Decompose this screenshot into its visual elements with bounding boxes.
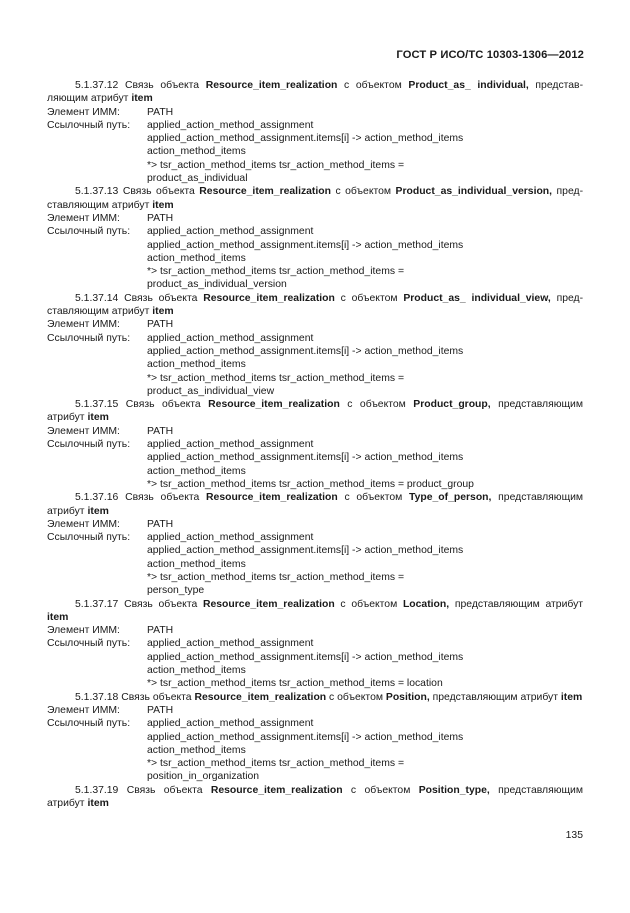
path-line: *> tsr_action_method_items tsr_action_method_items = product_group (147, 478, 474, 490)
path-line: *> tsr_action_method_items tsr_action_method_items = location (147, 678, 443, 690)
heading-text: с объектом (340, 598, 398, 610)
heading-text: Связь объекта (125, 399, 201, 411)
section-number: 5.1.37.18 (75, 691, 119, 703)
element-row (47, 518, 583, 531)
ref-path-label: Ссылочный путь: (47, 439, 131, 451)
path-line: action_method_items (147, 252, 246, 264)
path-line: applied_action_method_assignment (147, 439, 314, 451)
path-line: *> tsr_action_method_items tsr_action_method_items = (147, 372, 405, 384)
heading-text: представ-ляющим атрибут (47, 80, 584, 105)
element-row (47, 704, 583, 717)
path-line: action_method_items (147, 665, 246, 677)
element-row (47, 318, 583, 331)
path-line: applied_action_method_assignment.items[i] -> action_method_items (147, 133, 464, 145)
mapping-section (47, 598, 583, 691)
section-heading (47, 398, 583, 425)
ref-path-row (47, 119, 583, 185)
path-line: action_method_items (147, 744, 246, 756)
attribute-name: item (47, 611, 69, 623)
path-line: person_type (147, 585, 205, 597)
path-line: applied_action_method_assignment (147, 226, 314, 238)
heading-text: с объектом (329, 691, 383, 703)
mapping-section (47, 185, 583, 291)
heading-text: представляющим атрибут (47, 784, 583, 810)
target-entity-name: Location, (402, 598, 450, 610)
path-line: *> tsr_action_method_items tsr_action_method_items = (147, 571, 405, 583)
heading-text: пред-ставляющим атрибут (47, 292, 584, 318)
ref-path-row (47, 717, 583, 783)
element-label: Элемент ИММ: (47, 704, 120, 716)
entity-name: Resource_item_realization (206, 492, 338, 504)
mapping-section (47, 491, 583, 597)
ref-path-row (47, 225, 583, 291)
heading-text: с объектом (344, 80, 402, 91)
element-row (47, 624, 583, 637)
section-heading (47, 784, 583, 811)
ref-path-values (147, 438, 583, 491)
ref-path-row (47, 531, 583, 597)
heading-text: с объектом (344, 492, 403, 504)
path-line: *> tsr_action_method_items tsr_action_method_items = (147, 758, 405, 770)
path-line: position_in_organization (147, 771, 260, 783)
heading-text: Связь объекта (125, 492, 200, 504)
target-entity-name: Product_as_ individual_view, (403, 292, 551, 304)
entity-name: Resource_item_realization (194, 691, 327, 703)
ref-path-values (147, 225, 583, 291)
heading-text: представляющим атрибут (432, 691, 559, 703)
path-line: product_as_individual_view (147, 385, 275, 397)
page-number: 135 (565, 830, 583, 841)
element-label: Элемент ИММ: (47, 319, 120, 331)
section-number: 5.1.37.15 (75, 399, 119, 411)
attribute-name: item (87, 505, 109, 517)
path-line: *> tsr_action_method_items tsr_action_method_items = (147, 159, 405, 171)
heading-text: Связь объекта (126, 784, 203, 796)
heading-text: с объектом (347, 399, 406, 411)
section-heading (47, 598, 583, 625)
ref-path-label: Ссылочный путь: (47, 638, 131, 650)
path-line: applied_action_method_assignment.items[i] -> action_method_items (147, 731, 464, 743)
path-line: applied_action_method_assignment.items[i] -> action_method_items (147, 651, 464, 663)
element-label: Элемент ИММ: (47, 106, 120, 118)
attribute-name: item (560, 691, 583, 703)
path-line: action_method_items (147, 465, 246, 477)
target-entity-name: Position, (385, 691, 430, 703)
ref-path-values (147, 332, 583, 398)
ref-path-values (147, 717, 583, 783)
path-line: applied_action_method_assignment (147, 638, 314, 650)
path-line: action_method_items (147, 359, 246, 371)
element-value: PATH (147, 425, 174, 437)
target-entity-name: Type_of_person, (409, 492, 492, 504)
entity-name: Resource_item_realization (210, 784, 343, 796)
element-value: PATH (147, 625, 174, 637)
ref-path-label: Ссылочный путь: (47, 718, 131, 730)
entity-name: Resource_item_realization (203, 598, 335, 610)
path-line: applied_action_method_assignment (147, 718, 314, 730)
section-heading (47, 292, 583, 319)
heading-text: пред-ставляющим атрибут (47, 186, 584, 211)
ref-path-row (47, 332, 583, 398)
heading-text: представляющим атрибут (47, 492, 584, 517)
path-line: applied_action_method_assignment (147, 532, 314, 544)
heading-text: с объектом (335, 186, 392, 198)
mapping-section (47, 691, 583, 784)
document-body (47, 79, 583, 810)
entity-name: Resource_item_realization (208, 399, 340, 411)
ref-path-values (147, 119, 583, 185)
ref-path-row (47, 438, 583, 491)
path-line: applied_action_method_assignment (147, 119, 314, 131)
heading-text: представляющим атрибут (47, 399, 583, 424)
element-value: PATH (147, 518, 174, 530)
target-entity-name: Product_as_ individual, (408, 80, 529, 91)
element-value: PATH (147, 106, 174, 118)
heading-text: представляющим атрибут (454, 598, 584, 610)
heading-text: Связь объекта (124, 80, 200, 91)
section-number: 5.1.37.17 (75, 598, 119, 610)
section-heading (47, 79, 583, 106)
ref-path-values (147, 531, 583, 597)
section-number: 5.1.37.12 (75, 80, 119, 91)
entity-name: Resource_item_realization (205, 80, 338, 91)
path-line: applied_action_method_assignment (147, 332, 314, 344)
ref-path-values (147, 637, 583, 690)
mapping-section (47, 398, 583, 491)
attribute-name: item (152, 199, 174, 211)
element-row (47, 212, 583, 225)
section-number: 5.1.37.14 (75, 292, 119, 304)
path-line: applied_action_method_assignment.items[i] -> action_method_items (147, 545, 464, 557)
section-number: 5.1.37.13 (75, 186, 119, 198)
path-line: applied_action_method_assignment.items[i] -> action_method_items (147, 239, 464, 251)
heading-text: с объектом (340, 292, 398, 304)
section-heading (47, 691, 583, 704)
path-line: product_as_individual (147, 173, 248, 185)
path-line: product_as_individual_version (147, 279, 287, 291)
path-line: applied_action_method_assignment.items[i] -> action_method_items (147, 345, 464, 357)
element-label: Элемент ИММ: (47, 425, 120, 437)
entity-name: Resource_item_realization (203, 292, 335, 304)
path-line: action_method_items (147, 146, 246, 158)
ref-path-label: Ссылочный путь: (47, 119, 131, 131)
target-entity-name: Product_group, (413, 399, 491, 411)
target-entity-name: Position_type, (418, 784, 490, 796)
element-row (47, 106, 583, 119)
section-number: 5.1.37.16 (75, 492, 119, 504)
attribute-name: item (131, 93, 153, 105)
section-heading (47, 491, 583, 518)
heading-text: Связь объекта (124, 598, 198, 610)
heading-text: Связь объекта (122, 186, 195, 198)
element-value: PATH (147, 704, 174, 716)
path-line: action_method_items (147, 558, 246, 570)
heading-text: с объектом (350, 784, 411, 796)
ref-path-label: Ссылочный путь: (47, 332, 131, 344)
ref-path-row (47, 637, 583, 690)
mapping-section (47, 79, 583, 185)
section-number: 5.1.37.19 (75, 784, 119, 796)
target-entity-name: Product_as_individual_version, (395, 186, 553, 198)
path-line: applied_action_method_assignment.items[i] -> action_method_items (147, 452, 464, 464)
heading-text: Связь объекта (121, 691, 192, 703)
section-heading (47, 185, 583, 212)
element-label: Элемент ИММ: (47, 518, 120, 530)
attribute-name: item (87, 798, 109, 810)
attribute-name: item (152, 306, 174, 318)
element-row (47, 425, 583, 438)
element-label: Элемент ИММ: (47, 625, 120, 637)
page-header: ГОСТ Р ИСО/ТС 10303-1306—2012 (396, 49, 584, 61)
entity-name: Resource_item_realization (199, 186, 331, 198)
path-line: *> tsr_action_method_items tsr_action_method_items = (147, 266, 405, 278)
attribute-name: item (87, 412, 109, 424)
mapping-section (47, 784, 583, 811)
ref-path-label: Ссылочный путь: (47, 226, 131, 238)
heading-text: Связь объекта (124, 292, 198, 304)
mapping-section (47, 292, 583, 398)
element-value: PATH (147, 212, 174, 224)
element-label: Элемент ИММ: (47, 212, 120, 224)
element-value: PATH (147, 319, 174, 331)
ref-path-label: Ссылочный путь: (47, 532, 131, 544)
